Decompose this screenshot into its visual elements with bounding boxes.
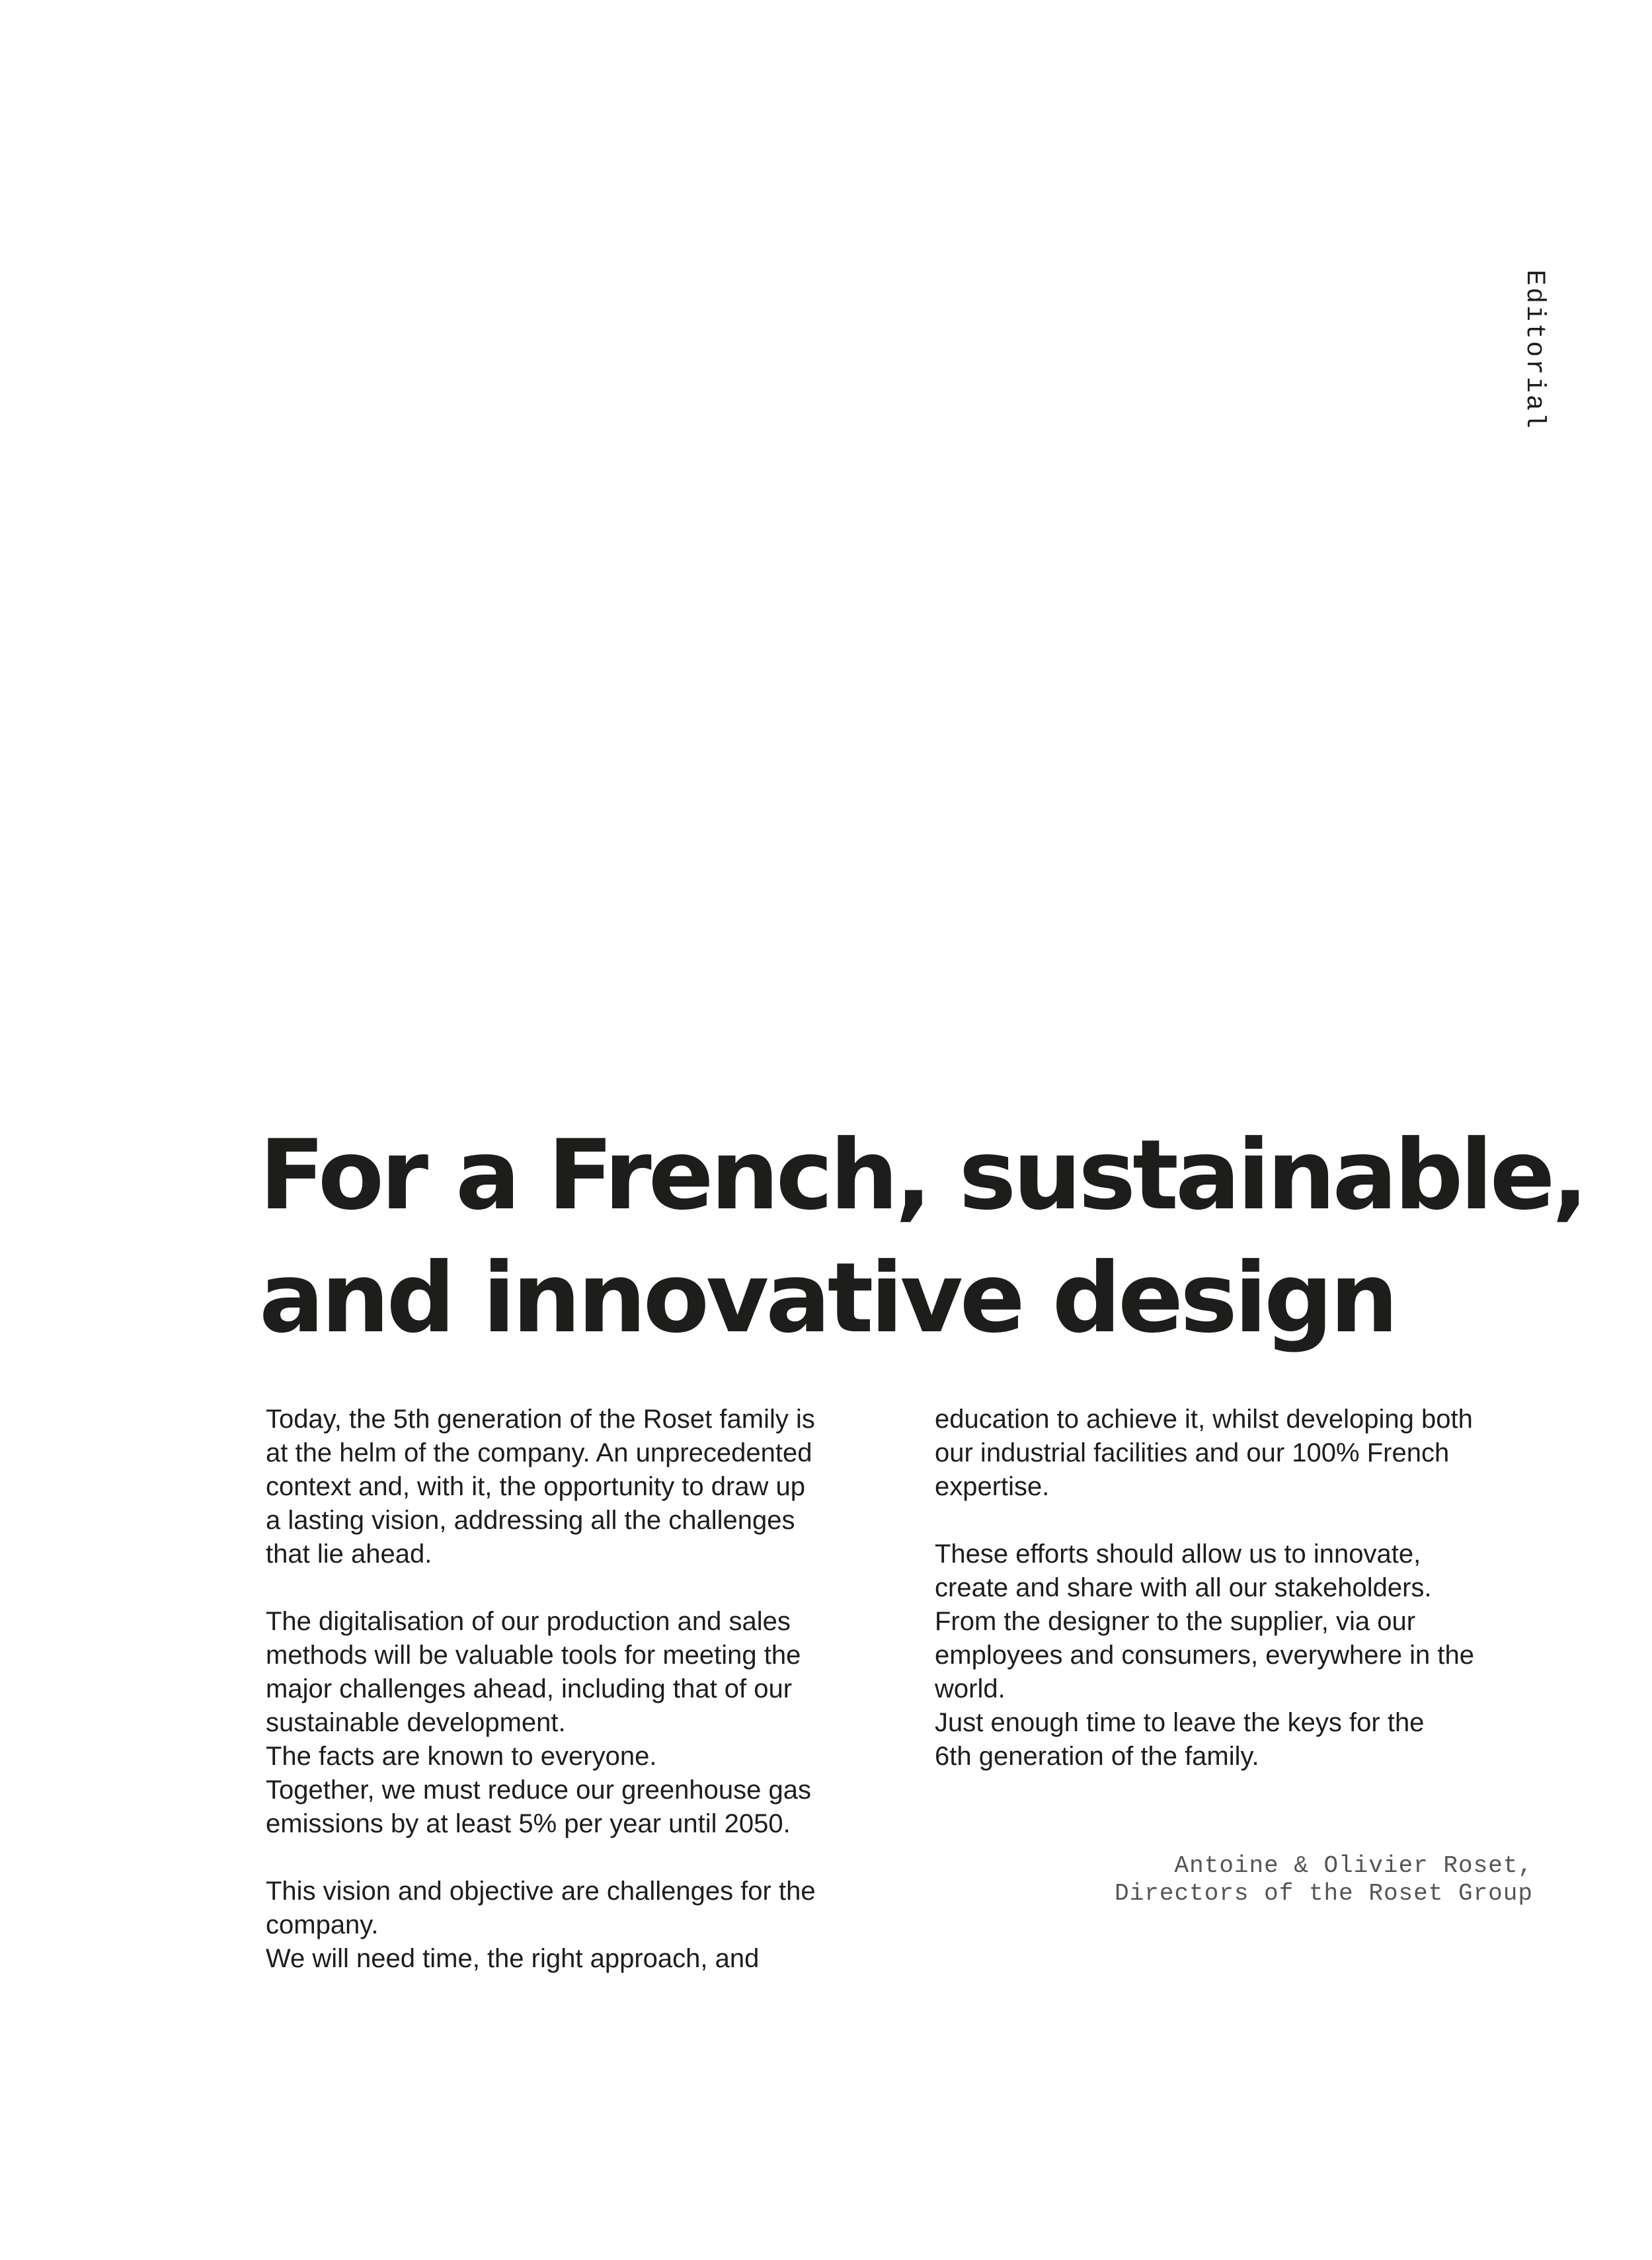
- text-line: major challenges ahead, including that of our: [266, 1674, 793, 1703]
- text-line: Together, we must reduce our greenhouse gas: [266, 1775, 811, 1805]
- paragraph: [266, 1605, 894, 1841]
- paragraph: [266, 1875, 894, 1976]
- text-line: at the helm of the company. An unprecedented: [266, 1438, 812, 1467]
- text-line: emissions by at least 5% per year until 2050.: [266, 1809, 791, 1838]
- text-line: methods will be valuable tools for meeting the: [266, 1641, 801, 1670]
- title-line-1: For a French, sustainable,: [259, 1119, 1586, 1231]
- text-line: These efforts should allow us to innovate,: [935, 1539, 1421, 1569]
- text-line: The facts are known to everyone.: [266, 1742, 657, 1771]
- text-line: Just enough time to leave the keys for the: [935, 1708, 1425, 1737]
- text-line: 6th generation of the family.: [935, 1742, 1259, 1771]
- text-line: context and, with it, the opportunity to draw up: [266, 1472, 806, 1501]
- paragraph: [935, 1403, 1563, 1504]
- text-line: education to achieve it, whilst developing both: [935, 1405, 1473, 1434]
- text-line: This vision and objective are challenges for the: [266, 1877, 816, 1906]
- text-line: expertise.: [935, 1472, 1050, 1501]
- signature: [1115, 1852, 1533, 1908]
- text-line: company.: [266, 1910, 379, 1939]
- signature-names: Antoine & Olivier Roset,: [1174, 1852, 1533, 1879]
- paragraph: [935, 1538, 1563, 1773]
- text-line: employees and consumers, everywhere in the: [935, 1641, 1474, 1670]
- text-line: our industrial facilities and our 100% French: [935, 1438, 1450, 1467]
- body-column-right: [935, 1403, 1563, 1807]
- title-line-2: and innovative design: [259, 1242, 1396, 1354]
- text-line: create and share with all our stakeholders.: [935, 1573, 1432, 1602]
- body-column-left: [266, 1403, 894, 2009]
- paragraph: [266, 1403, 894, 1571]
- text-line: The digitalisation of our production and sales: [266, 1607, 791, 1636]
- signature-role: Directors of the Roset Group: [1115, 1880, 1533, 1907]
- text-line: that lie ahead.: [266, 1539, 432, 1569]
- section-label: Editorial: [1519, 270, 1549, 431]
- page-title: [259, 1114, 1586, 1360]
- text-line: From the designer to the supplier, via our: [935, 1607, 1416, 1636]
- text-line: world.: [935, 1674, 1005, 1703]
- text-line: sustainable development.: [266, 1708, 566, 1737]
- text-line: We will need time, the right approach, and: [266, 1944, 760, 1973]
- text-line: Today, the 5th generation of the Roset family is: [266, 1405, 815, 1434]
- text-line: a lasting vision, addressing all the challenges: [266, 1506, 795, 1535]
